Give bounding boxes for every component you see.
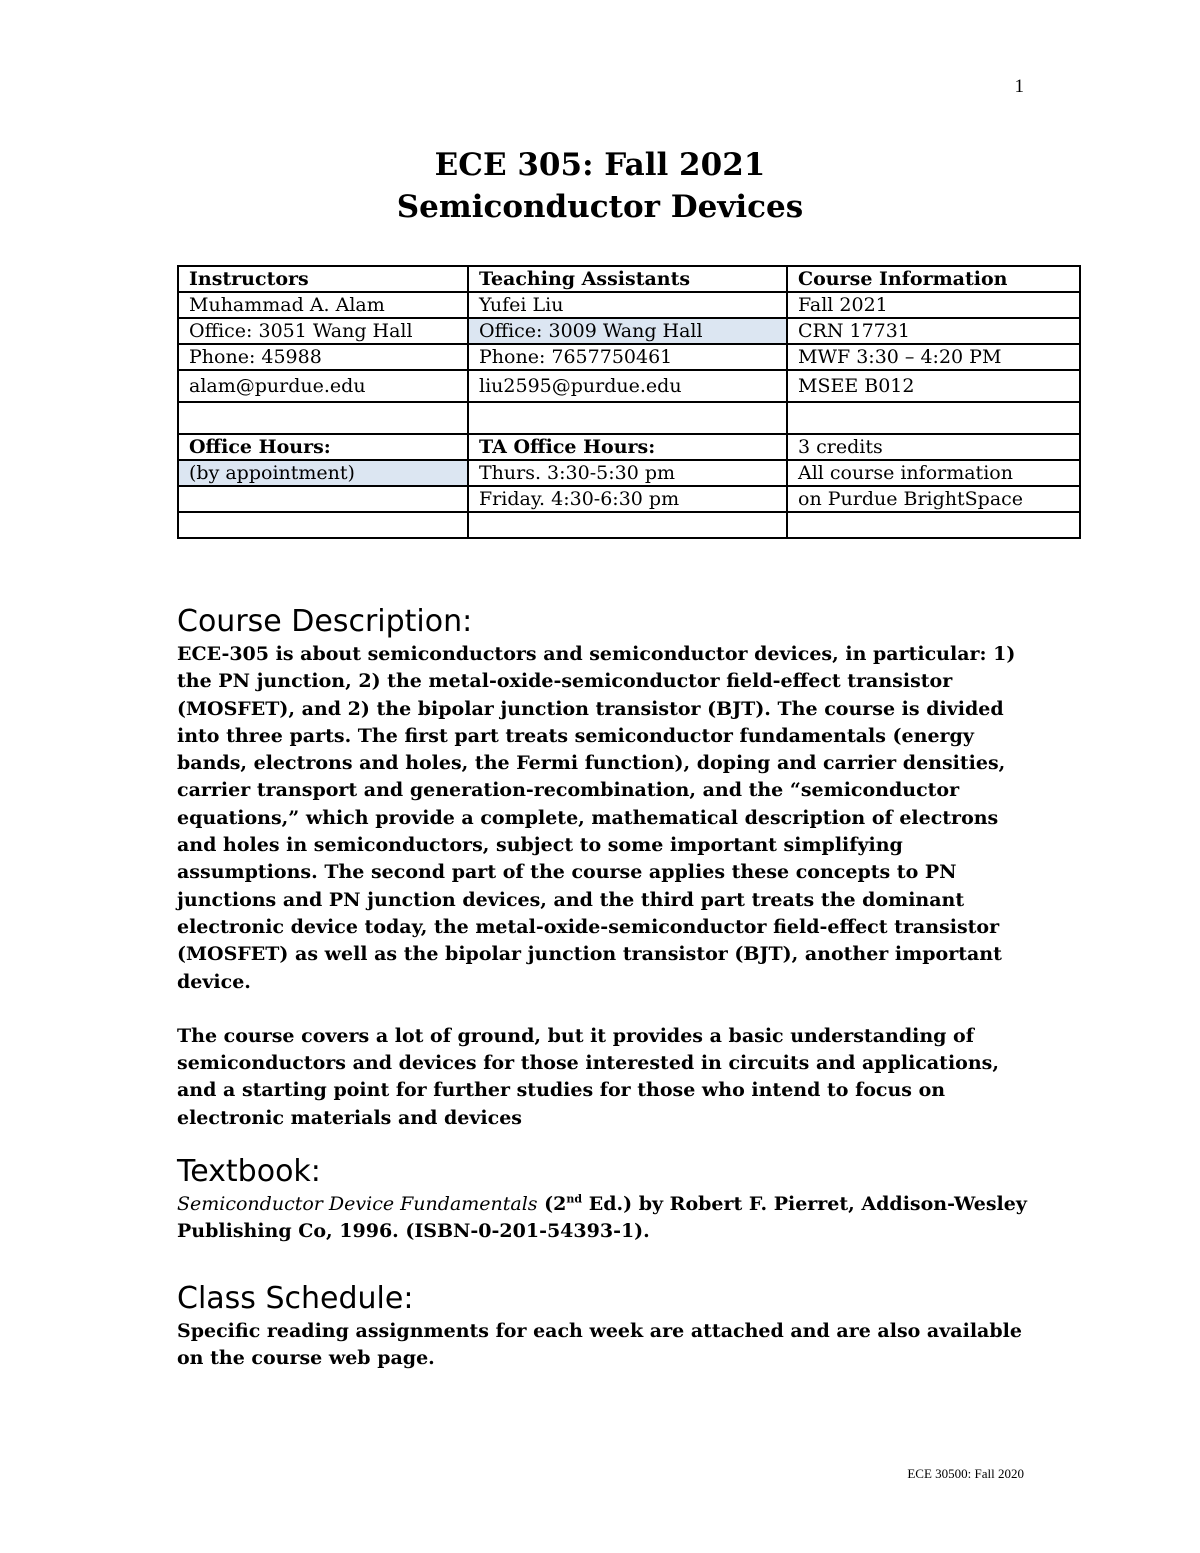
class-schedule-heading: Class Schedule: xyxy=(177,1281,414,1316)
textbook-details: by Robert F. Pierret, Addison-Wesley Publishing Co, 1996. (ISBN-0-201-54393-1). xyxy=(177,1193,1027,1243)
table-row xyxy=(178,486,1080,512)
course-description-paragraph-1: ECE-305 is about semiconductors and semiconductor devices, in particular: 1) the PN junction, 2) the metal-oxide-semiconductor field-effect transistor (MOSFET), and 2) the bipolar junction transistor (BJT). The course is divided into three parts. The first part treats semiconductor fundamentals (energy bands, electrons and holes, the Fermi function), doping and carrier densities, carrier transport and generation-recombination, and the “semiconductor equations,” which provide a complete, mathematical description of electrons and holes in semiconductors, subject to some important simplifying assumptions. The second part of the course applies these concepts to PN junctions and PN junction devices, and the third part treats the dominant electronic device today, the metal-oxide-semiconductor field-effect transistor (MOSFET) as well as the bipolar junction transistor (BJT), another important device. xyxy=(177,643,1016,993)
course-room: MSEE B012 xyxy=(787,370,1080,402)
textbook-edition-sup: nd xyxy=(566,1192,583,1206)
course-description-section xyxy=(177,603,1037,1132)
ta-hours-thursday: Thurs. 3:30-5:30 pm xyxy=(468,460,787,486)
ta-hours-friday: Friday. 4:30-6:30 pm xyxy=(468,486,787,512)
table-row xyxy=(178,370,1080,402)
table-header-row xyxy=(178,266,1080,292)
textbook-heading: Textbook: xyxy=(177,1154,321,1189)
instructor-phone: Phone: 45988 xyxy=(178,344,468,370)
course-info-line-2: on Purdue BrightSpace xyxy=(787,486,1080,512)
table-row-empty xyxy=(178,512,1080,538)
table-row xyxy=(178,460,1080,486)
title-course-name: Semiconductor Devices xyxy=(396,189,804,225)
table-row xyxy=(178,344,1080,370)
textbook-edition-close: Ed.) xyxy=(582,1193,633,1215)
textbook-edition-open: (2 xyxy=(537,1193,567,1215)
textbook-title: Semiconductor Device Fundamentals xyxy=(177,1193,538,1215)
table-row xyxy=(178,292,1080,318)
ta-name: Yufei Liu xyxy=(468,292,787,318)
ta-office: Office: 3009 Wang Hall xyxy=(468,318,787,344)
course-description-paragraph-2: The course covers a lot of ground, but it provides a basic understanding of semiconductors and devices for those interested in circuits and applications, and a starting point for further studies for those who intend to focus on electronic materials and devices xyxy=(177,1024,999,1129)
course-info-line-1: All course information xyxy=(787,460,1080,486)
class-schedule-section xyxy=(177,1280,1037,1373)
table-row xyxy=(178,434,1080,460)
course-credits: 3 credits xyxy=(787,434,1080,460)
course-description-heading: Course Description: xyxy=(177,604,473,639)
ta-phone: Phone: 7657750461 xyxy=(468,344,787,370)
table-row xyxy=(178,318,1080,344)
instructor-email: alam@purdue.edu xyxy=(178,370,468,402)
ta-email: liu2595@purdue.edu xyxy=(468,370,787,402)
textbook-citation xyxy=(177,1191,1037,1246)
office-hours-label: Office Hours: xyxy=(178,434,468,460)
title-course-term: ECE 305: Fall 2021 xyxy=(434,147,766,183)
page-title xyxy=(0,144,1200,228)
course-time: MWF 3:30 – 4:20 PM xyxy=(787,344,1080,370)
header-teaching-assistants: Teaching Assistants xyxy=(468,266,787,292)
ta-office-hours-label: TA Office Hours: xyxy=(468,434,787,460)
table-row-empty xyxy=(178,402,1080,434)
office-hours-value: (by appointment) xyxy=(178,460,468,486)
course-crn: CRN 17731 xyxy=(787,318,1080,344)
header-instructors: Instructors xyxy=(178,266,468,292)
course-info-table xyxy=(177,265,1081,539)
page-number: 1 xyxy=(1014,76,1024,97)
header-course-information: Course Information xyxy=(787,266,1080,292)
instructor-name: Muhammad A. Alam xyxy=(178,292,468,318)
course-term: Fall 2021 xyxy=(787,292,1080,318)
page-footer: ECE 30500: Fall 2020 xyxy=(907,1466,1024,1481)
textbook-section xyxy=(177,1153,1037,1246)
class-schedule-text: Specific reading assignments for each week are attached and are also available on the course web page. xyxy=(177,1320,1022,1370)
instructor-office: Office: 3051 Wang Hall xyxy=(178,318,468,344)
